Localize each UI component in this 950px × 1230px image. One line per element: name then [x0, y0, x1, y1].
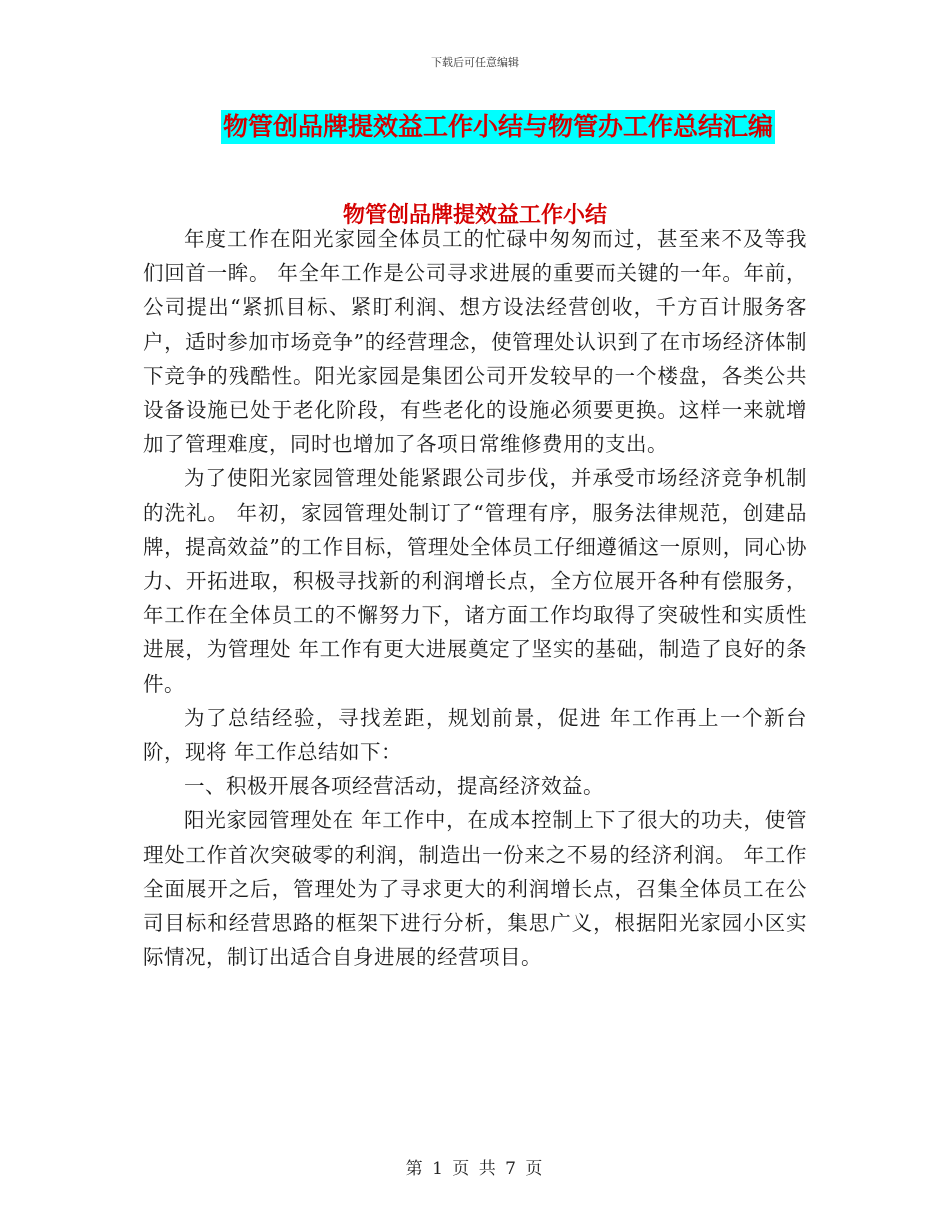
- section-heading-paragraph: 一、积极开展各项经营活动，提高经济效益。: [184, 774, 604, 799]
- document-title-container: [0, 110, 950, 144]
- page-number-footer: 第 1 页 共 7 页: [405, 1159, 545, 1179]
- body-paragraph: 年度工作在阳光家园全体员工的忙碌中匆匆而过，甚至来不及等我们回首一眸。 年全年工作是公司寻求进展的重要而关键的一年。年前，公司提出“紧抓目标、紧盯利润、想方设法经营创收，千方百计服务客户，适时参加市场竞争”的经营理念，使管理处认识到了在市场经济体制下竞争的残酷性。阳光家园是集团公司开发较早的一个楼盘，各类公共设备设施已处于老化阶段，有些老化的设施必须要更换。这样一来就增加了管理难度，同时也增加了各项日常维修费用的支出。: [143, 227, 807, 457]
- body-paragraph: 为了总结经验，寻找差距，规划前景，促进 年工作再上一个新台阶，现将 年工作总结如下：: [143, 705, 807, 765]
- body-paragraph: 阳光家园管理处在 年工作中，在成本控制上下了很大的功夫，使管理处工作首次突破零的利润，制造出一份来之不易的经济利润。 年工作全面展开之后，管理处为了寻求更大的利润增长点，召集全体员工在公司目标和经营思路的框架下进行分析，集思广义，根据阳光家园小区实际情况，制订出适合自身进展的经营项目。: [143, 808, 807, 970]
- document-title: 物管创品牌提效益工作小结与物管办工作总结汇编: [221, 110, 775, 144]
- body-paragraph: 为了使阳光家园管理处能紧跟公司步伐，并承受市场经济竞争机制的洗礼。 年初，家园管理处制订了“管理有序，服务法律规范，创建品牌，提高效益”的工作目标，管理处全体员工仔细遵循这一原则，同心协力、开拓进取，积极寻找新的利润增长点，全方位展开各种有偿服务， 年工作在全体员工的不懈努力下，诸方面工作均取得了突破性和实质性进展，为管理处 年工作有更大进展奠定了坚实的基础，制造了良好的条件。: [143, 466, 807, 696]
- section-title: 物管创品牌提效益工作小结: [342, 202, 607, 228]
- document-body: [143, 222, 807, 974]
- page-header-note: 下载后可任意编辑: [431, 56, 519, 69]
